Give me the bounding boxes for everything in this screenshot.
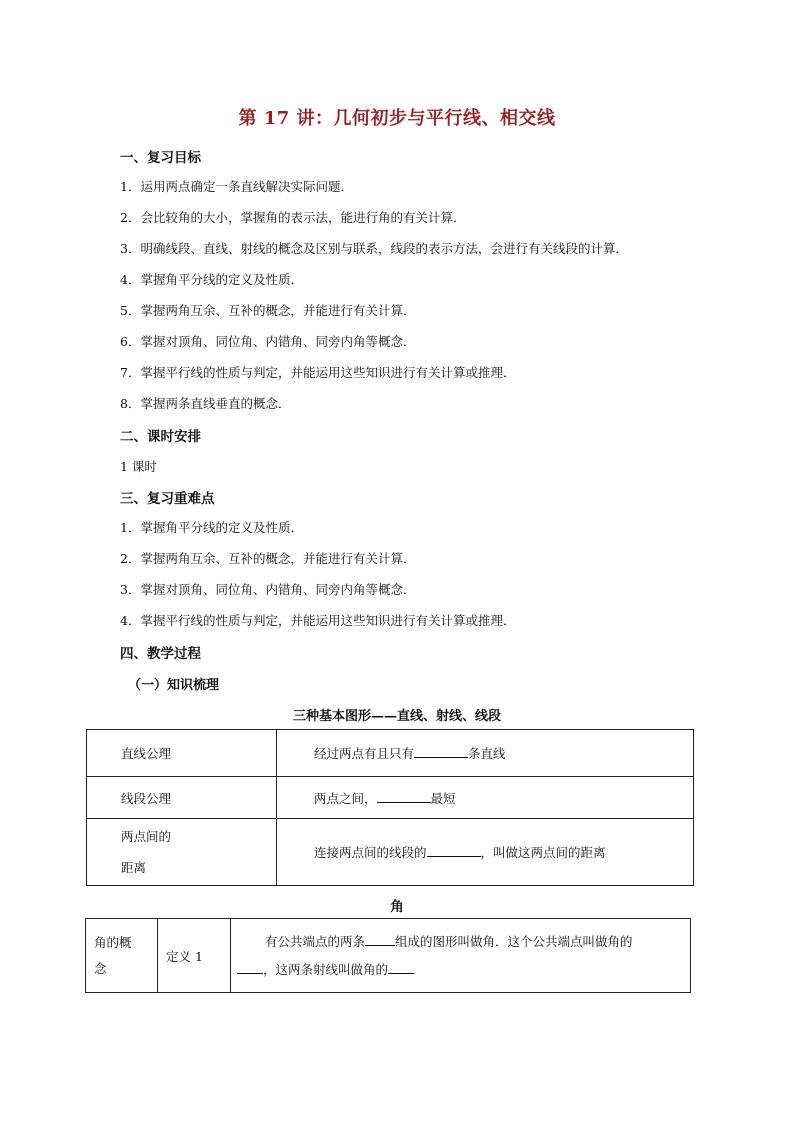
fill-blank[interactable] (414, 744, 468, 758)
label-line: 两点间的 (121, 829, 172, 844)
content-text: 最短 (430, 790, 456, 806)
label-line: 念 (94, 960, 107, 976)
goal-item: 5．掌握两角互余、互补的概念，并能进行有关计算． (120, 303, 416, 318)
section-heading-goals: 一、复习目标 (120, 150, 201, 166)
content-text: 有公共端点的两条 (265, 933, 366, 949)
key-point-item: 4．掌握平行线的性质与判定，并能运用这些知识进行有关计算或推理． (120, 613, 516, 628)
section-heading-key-points: 三、复习重难点 (120, 491, 215, 507)
fill-blank[interactable] (388, 960, 414, 974)
key-point-item: 1．掌握角平分线的定义及性质． (120, 520, 303, 535)
section-heading-process: 四、教学过程 (120, 646, 201, 662)
subsection-heading: （一）知识梳理 (128, 678, 220, 693)
definition-label: 定义 1 (158, 919, 231, 993)
table-row (87, 819, 694, 886)
schedule-text: 1 课时 (120, 459, 157, 474)
content-text: 条直线 (468, 746, 506, 761)
table1-title: 三种基本图形——直线、射线、线段 (292, 709, 501, 724)
row-label: 直线公理 (87, 730, 277, 777)
content-text: 两点之间， (314, 790, 377, 806)
table-row (87, 730, 694, 777)
content-text: 组成的图形叫做角．这个公共端点叫做角的 (395, 933, 633, 949)
row-content (277, 819, 694, 886)
goal-item: 2．会比较角的大小，掌握角的表示法，能进行角的有关计算． (120, 210, 466, 225)
goal-item: 3．明确线段、直线、射线的概念及区别与联系，线段的表示方法，会进行有关线段的计算． (120, 241, 628, 256)
row-label: 线段公理 (87, 777, 277, 819)
row-label (87, 819, 277, 886)
goal-item: 1．运用两点确定一条直线解决实际问题． (120, 179, 353, 194)
content-text: ，叫做这两点间的距离 (480, 845, 606, 860)
content-text: 连接两点间的线段的 (314, 845, 427, 860)
lesson-title: 第 17 讲：几何初步与平行线、相交线 (238, 108, 556, 129)
goal-item: 7．掌握平行线的性质与判定，并能运用这些知识进行有关计算或推理． (120, 365, 516, 380)
content-text: 经过两点有且只有 (314, 746, 415, 761)
goal-item: 4．掌握角平分线的定义及性质． (120, 272, 303, 287)
section-heading-schedule: 二、课时安排 (120, 429, 201, 445)
fill-blank[interactable] (377, 789, 431, 803)
goal-item: 6．掌握对顶角、同位角、内错角、同旁内角等概念． (120, 334, 416, 349)
table2-title: 角 (390, 899, 404, 915)
table-row (87, 777, 694, 819)
fill-blank[interactable] (427, 843, 481, 857)
goal-item: 8．掌握两条直线垂直的概念． (120, 396, 291, 411)
fill-blank[interactable] (237, 960, 263, 974)
key-point-item: 2．掌握两角互余、互补的概念，并能进行有关计算． (120, 551, 416, 566)
fill-blank[interactable] (365, 932, 395, 946)
row-content (277, 777, 694, 819)
row-content (277, 730, 694, 777)
angle-table (85, 918, 691, 993)
content-text: ，这两条射线叫做角的 (263, 961, 389, 977)
basic-figures-table (86, 729, 694, 886)
label-line: 角的概 (94, 934, 132, 950)
table-row (86, 919, 691, 993)
label-line: 距离 (121, 860, 147, 875)
key-point-item: 3．掌握对顶角、同位角、内错角、同旁内角等概念． (120, 582, 416, 597)
definition-content (231, 919, 691, 993)
row-label (86, 919, 158, 993)
